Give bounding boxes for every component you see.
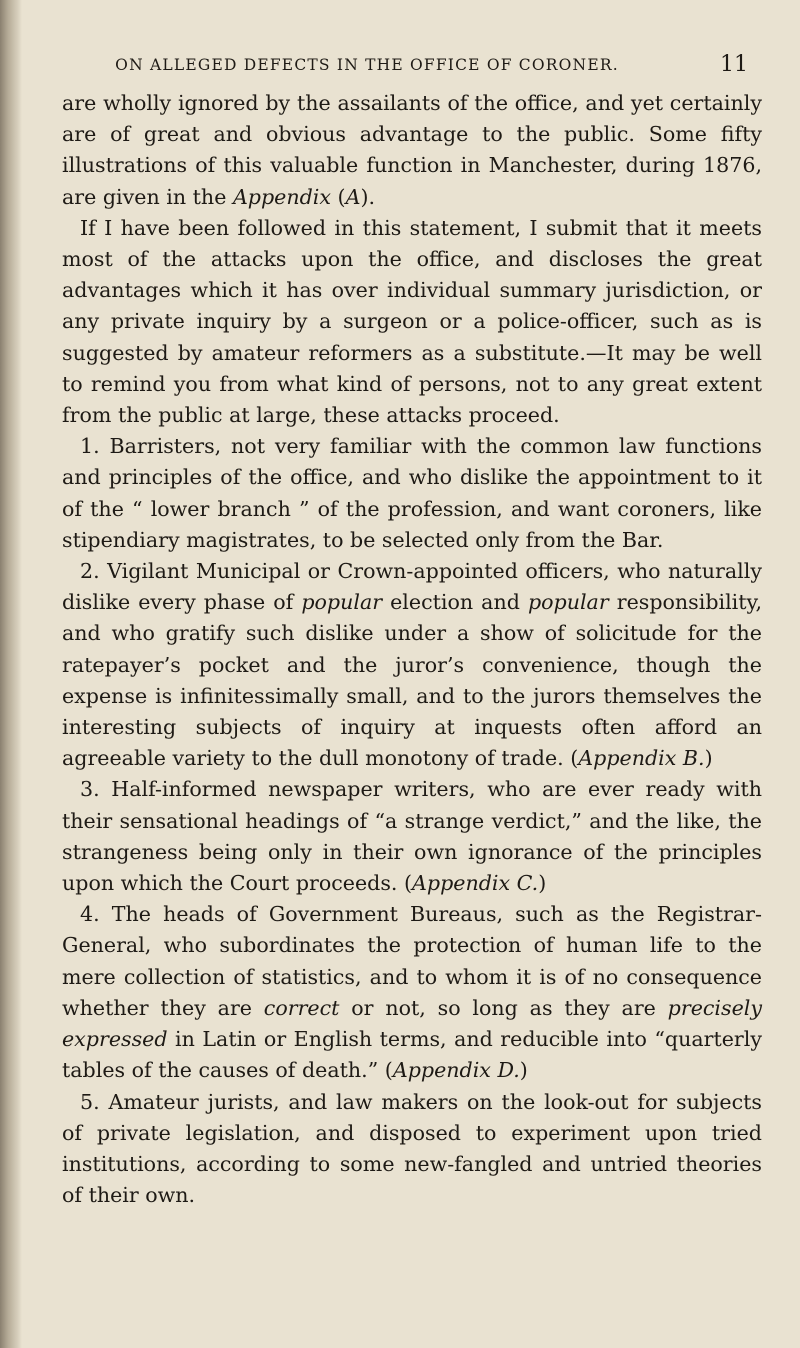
text-run: ) — [519, 1058, 528, 1083]
book-page — [62, 52, 762, 1211]
text-run: ( — [331, 184, 346, 209]
body-text — [62, 88, 762, 1211]
text-run: If I have been followed in this statement, I submit that it meets most of the attacks upon the office, and discloses the great advantages which it has over individual summary jurisdiction, or any private inquiry by a surgeon or a police-officer, such as is suggested by amateur reformers as a substitute.—It may be well to remind you from what kind of persons, not to any great extent from the public at large, these attacks proceed. — [62, 215, 762, 428]
italic-run: Appendix — [232, 184, 332, 209]
text-run: ) — [704, 746, 713, 771]
text-run: or not, so long as they are — [339, 995, 668, 1020]
italic-run: Appendix D. — [392, 1058, 520, 1083]
text-run: responsibility, and who gratify such dislike under a show of solicitude for the ratepayer’s pocket and the juror’s convenience, though the expense is infinitessimally small, and to the jurors themselves the interesting subjects of inquiry at inquests often afford an agreeable variety to the dull monotony of trade. ( — [62, 590, 762, 771]
running-head — [62, 52, 762, 88]
text-run: election and — [382, 590, 528, 615]
text-run: 3. Half-informed newspaper writers, who are ever ready with their sensational headings of “a strange verdict,” and the like, the strangeness being only in their own ignorance of the principles upon which the Court proceeds. ( — [62, 777, 762, 896]
text-run: 4. The heads of Government Bureaus, such as the Registrar-General, who subordinates the protection of human life to the mere collection of statistics, and to whom it is of no consequence whether they are — [62, 902, 762, 1020]
text-run: in Latin or English terms, and reducible into “quarterly tables of the causes of death.” ( — [62, 1027, 762, 1083]
list-item-officers — [62, 556, 762, 774]
italic-run: A — [345, 184, 361, 209]
italic-run: correct — [263, 995, 340, 1020]
text-run: 2. Vigilant Municipal or Crown-appointed officers, who naturally dislike every phase of — [62, 559, 762, 615]
text-run: are wholly ignored by the assailants of the office, and yet certainly are of great and obvious advantage to the public. Some fifty illustrations of this valuable function in Manchester, during 1876, are given in the — [62, 91, 762, 209]
list-item-amateur-jurists — [62, 1087, 762, 1212]
list-item-government-bureaus — [62, 899, 762, 1086]
paragraph-continuation — [62, 88, 762, 213]
italic-run: popular — [527, 590, 609, 615]
list-item-newspaper-writers — [62, 774, 762, 899]
italic-run: precisely expressed — [62, 995, 762, 1052]
italic-run: popular — [301, 590, 383, 615]
text-run: 1. Barristers, not very familiar with the common law functions and principles of the office, and who dislike the appointment to it of the “ lower branch ” of the profession, and want coroners, like stipendiary magistrates, to be selected only from the Bar. — [62, 434, 762, 552]
running-title: ON ALLEGED DEFECTS IN THE OFFICE OF CORONER. — [115, 56, 619, 74]
italic-run: Appendix B. — [578, 746, 705, 771]
paragraph-summary — [62, 213, 762, 431]
text-run: ) — [538, 871, 547, 896]
book-spine-shadow — [0, 0, 22, 1348]
page-number: 11 — [720, 52, 748, 77]
text-run: ). — [360, 184, 376, 209]
list-item-barristers — [62, 431, 762, 556]
text-run: 5. Amateur jurists, and law makers on the look-out for subjects of private legislation, and disposed to experiment upon tried institutions, according to some new-fangled and untried theories of their own. — [62, 1089, 762, 1208]
italic-run: Appendix C. — [412, 871, 539, 896]
